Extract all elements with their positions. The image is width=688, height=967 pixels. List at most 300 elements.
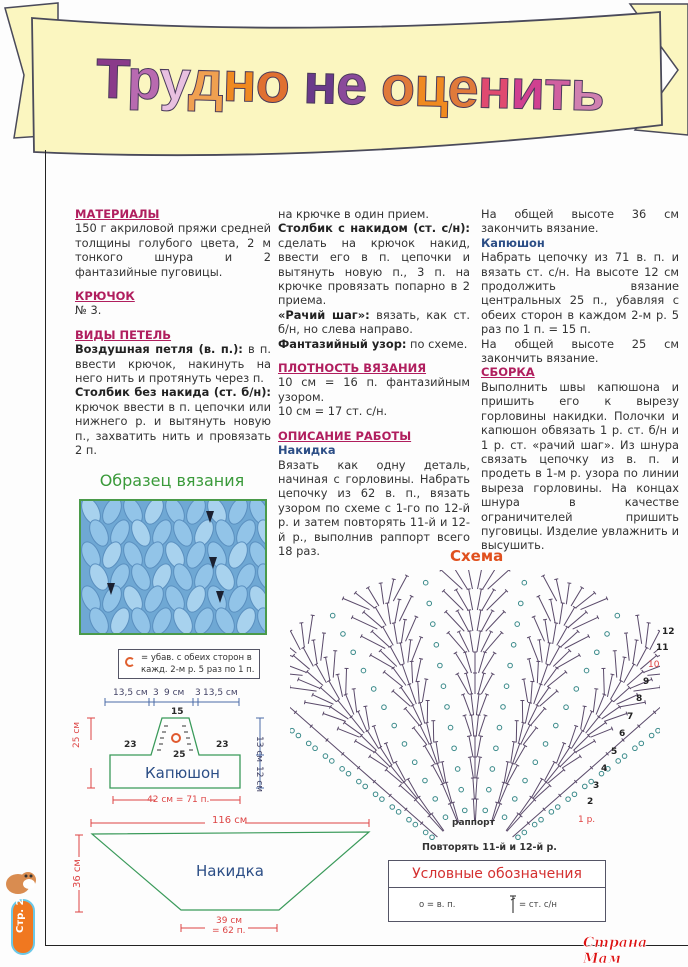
dc-stitch [456, 590, 468, 610]
dc-stitch-top [363, 706, 367, 707]
page-frame-left [45, 150, 46, 945]
chain-stitch [433, 797, 438, 802]
dc-stitch [477, 757, 480, 778]
dc-stitch [476, 778, 477, 799]
chain-stitch [615, 613, 620, 618]
dc-stitch-top [610, 674, 614, 675]
dc-stitch-top [645, 700, 646, 704]
sample-title: Образец вязания [75, 466, 269, 496]
dc-stitch-top [385, 603, 389, 604]
dc-stitch [290, 631, 300, 650]
dc-stitch [532, 779, 542, 797]
cape-height: 36 см [72, 859, 83, 888]
dc-stitch-top [546, 664, 550, 665]
hook-heading: КРЮЧОК [75, 289, 271, 303]
dc-stitch [557, 655, 580, 668]
dc-stitch [295, 712, 311, 726]
dc-stitch-top [561, 603, 565, 604]
dc-stitch [607, 674, 612, 696]
dc-stitch [441, 570, 462, 589]
dc-stitch [576, 768, 592, 782]
title-letter: т [543, 58, 571, 122]
dc-stitch [574, 736, 589, 751]
dc-stitch-top [468, 757, 472, 758]
dc-stitch-top [611, 727, 612, 731]
title-letter: д [188, 49, 224, 113]
dc-stitch [470, 757, 473, 778]
chain-stitch [582, 784, 587, 789]
knitting-sample [75, 466, 269, 634]
dc-stitch-top [549, 599, 553, 600]
hood-height-total: 25 см [72, 722, 82, 748]
dc-stitch [485, 633, 502, 653]
dc-stitch [381, 583, 384, 604]
chain-stitch [508, 663, 513, 668]
schema-row-number: 5 [611, 747, 617, 757]
dc-stitch-top [485, 694, 489, 695]
schema-row-number: 10 [648, 660, 659, 670]
chain-stitch [413, 822, 418, 827]
chain-stitch [313, 746, 318, 751]
dc-stitch [559, 603, 562, 624]
chain-stitch [430, 835, 435, 840]
dc-stitch [576, 741, 595, 752]
schema-row-number: 2 [587, 797, 593, 807]
page-frame-bottom [45, 945, 605, 946]
dc-stitch-top [337, 727, 338, 731]
dc-stitch-top [392, 623, 396, 624]
dc-stitch [627, 672, 643, 686]
chain-stitch [494, 746, 499, 751]
chain-stitch [595, 650, 600, 655]
dc-stitch-top [623, 657, 627, 658]
hood-width-center: 9 см [164, 688, 184, 698]
dc-stitch [355, 593, 374, 608]
chain-stitch [497, 725, 502, 730]
chain-stitch [633, 746, 638, 751]
chain-stitch [423, 830, 428, 835]
schema-title: Схема [450, 547, 503, 565]
dc-stitch [478, 570, 482, 589]
cape-text: Вязать как одну деталь, начиная с горловины. Набрать цепочку из 62 в. п., вязать узором по схеме с 1-го по 12-й р. и затем повторять 11-й и 12-й р., выполнив раппорт всего 18 раз. [278, 458, 470, 559]
chain-stitch [402, 742, 407, 747]
dc-stitch-top [323, 712, 324, 716]
dc-stitch [418, 682, 420, 704]
dc-stitch [560, 782, 576, 796]
legend-chain: о = в. п. [419, 900, 455, 910]
dc-stitch-top [461, 694, 465, 695]
chain-stitch [392, 723, 397, 728]
dc-stitch [405, 708, 419, 725]
dc-stitch [352, 617, 377, 629]
chain-stitch [549, 810, 554, 815]
chain-stitch-desc [75, 342, 271, 385]
sc-continued: на крючке в один прием. [278, 207, 470, 221]
sc-stitch-desc [75, 385, 271, 457]
dc-stitch-top [478, 757, 482, 758]
dc-stitch-top [651, 677, 653, 681]
schema-row-number: 11 [656, 643, 669, 653]
chain-stitch [523, 778, 528, 783]
dc-stitch [556, 579, 561, 603]
dc-stitch [446, 612, 464, 632]
hood-end-text: На общей высоте 25 см закончить вязание. [481, 337, 679, 366]
title-letter: р [126, 47, 160, 111]
dc-stitch [479, 694, 487, 715]
dc-stitch [365, 706, 369, 729]
dc-stitch [351, 717, 364, 733]
dc-stitch-top [635, 615, 639, 616]
stitches-heading: ВИДЫ ПЕТЕЛЬ [75, 328, 271, 342]
cape-top-width: 116 см [212, 815, 247, 826]
hood-width-right: 13,5 см [203, 688, 238, 698]
chain-stitch [407, 817, 412, 822]
chain-stitch [290, 728, 294, 733]
dc-stitch [513, 823, 529, 837]
dc-stitch [290, 673, 303, 676]
dc-stitch-top [419, 636, 423, 637]
dc-stitch [481, 632, 491, 653]
chain-stitch [340, 767, 345, 772]
hood-height-upper: 13 см [254, 736, 264, 762]
chain-stitch [543, 742, 548, 747]
dc-stitch-top [419, 658, 423, 659]
cape-name: Накидка [196, 862, 264, 880]
assembly-text: Выполнить швы капюшона и пришить его к вырезу горловины накидки. Полочки и капюшон обвязать 1 р. ст. б/н и 1 р. ст. «рачий шаг». Из шнура связать цепочку из в. п. и продеть в 1-м р. узора по линии выреза горловины. На концах шнура в качестве ограничителей пришить пуговицы. Изделие увлажнить и высушить. [481, 380, 679, 553]
chain-stitch [622, 754, 627, 759]
pattern-term: Фантазийный узор: [278, 337, 406, 351]
dc-stitch [469, 589, 473, 610]
chain-stitch [441, 684, 446, 689]
title-letter: е [335, 53, 367, 117]
dc-stitch-top [372, 725, 376, 726]
dc-stitch [471, 694, 474, 715]
dc-stitch-top [434, 741, 438, 742]
dc-stitch [422, 823, 438, 837]
dc-stitch [413, 705, 422, 724]
dc-stitch [388, 579, 393, 603]
hood-width-gap-right: 3 [195, 688, 201, 698]
dc-stitch [290, 687, 317, 691]
chain-stitch [382, 705, 387, 710]
chain-term: Воздушная петля (в. п.): [75, 342, 243, 356]
dc-stitch-top [506, 762, 510, 763]
chain-stitch [323, 754, 328, 759]
dc-stitch [547, 672, 566, 687]
dc-stitch [529, 637, 538, 661]
dc-stitch-top [352, 689, 356, 690]
dc-stitch-top [418, 702, 422, 703]
dc-stitch [455, 570, 468, 589]
chain-stitch [539, 817, 544, 822]
hood-width-left: 13,5 см [113, 688, 148, 698]
crab-text: вязать, как ст. б/н, но слева направо. [278, 308, 470, 336]
chain-stitch [363, 784, 368, 789]
chain-stitch [502, 815, 507, 820]
dc-stitch [633, 687, 660, 691]
dc-stitch [374, 726, 381, 747]
dc-stitch [573, 617, 598, 629]
dc-stitch-top [574, 725, 578, 726]
dc-stitch [343, 598, 370, 609]
dc-stitch [477, 631, 480, 652]
dc-stitch [333, 651, 335, 678]
dc-stitch-top [467, 736, 471, 737]
schema-row-number: 4 [601, 764, 607, 774]
chain-stitch [434, 642, 439, 647]
dc-stitch [358, 711, 367, 731]
dc-stitch [408, 779, 418, 797]
pattern-desc [278, 337, 470, 351]
chain-stitch [361, 668, 366, 673]
dc-stitch-top [554, 623, 558, 624]
dc-stitch-top [527, 658, 531, 659]
dc-stitch [506, 814, 518, 831]
dc-stitch [623, 726, 639, 740]
chain-stitch [656, 728, 660, 733]
dc-stitch [488, 570, 509, 589]
chain-stitch [486, 787, 491, 792]
chain-stitch [512, 797, 517, 802]
dc-stitch [308, 615, 312, 643]
title-letter: н [303, 52, 337, 116]
dc-stitch [293, 656, 309, 670]
dc-stitch-top [521, 722, 525, 723]
title-letter: н [477, 56, 511, 120]
dc-stitch-top [311, 640, 315, 641]
chain-stitch [490, 767, 495, 772]
dc-stitch [311, 726, 327, 740]
dc-stitch [646, 623, 649, 647]
dc-stitch [593, 689, 596, 713]
dc-stitch [534, 617, 545, 642]
dc-stitch [637, 615, 641, 643]
chain-stitch [371, 687, 376, 692]
dc-stitch [556, 743, 564, 763]
dc-stitch-top [635, 640, 639, 641]
dc-stitch [639, 712, 655, 726]
dc-stitch-top [527, 636, 531, 637]
dc-stitch [412, 661, 413, 683]
dc-stitch [290, 664, 306, 672]
dc-stitch [626, 633, 629, 661]
title-letter: ц [413, 55, 448, 119]
dc-stitch [531, 708, 545, 725]
repeat-note: Повторять 11-й и 12-й р. [422, 842, 557, 853]
chain-stitch [443, 815, 448, 820]
dc-stitch [591, 729, 613, 738]
chain-stitch [462, 808, 467, 813]
dc-stitch [361, 736, 376, 751]
chain-stitch [515, 622, 520, 627]
cape-bottom-st: = 62 п. [212, 926, 245, 936]
dc-stitch-top [583, 706, 587, 707]
dc-stitch [565, 636, 589, 648]
dc-stitch-desc [278, 221, 470, 307]
chain-stitch [564, 705, 569, 710]
dc-stitch [338, 729, 360, 738]
dc-stitch [432, 814, 444, 831]
legend-box [388, 860, 606, 922]
dc-stitch-top [324, 657, 328, 658]
dc-stitch [537, 661, 538, 683]
chain-stitch [423, 580, 428, 585]
dc-stitch [483, 570, 496, 589]
dc-stitch [429, 816, 443, 832]
decrease-icon [125, 657, 135, 667]
dc-stitch-top [424, 679, 428, 680]
materials-heading: МАТЕРИАЛЫ [75, 207, 271, 221]
dc-stitch-top [554, 579, 558, 580]
dc-stitch [408, 640, 411, 663]
hood-diagram [80, 680, 280, 805]
dc-stitch [344, 723, 362, 736]
dc-symbol-icon [510, 894, 516, 914]
chain-stitch [380, 797, 385, 802]
schema-row-number: 7 [627, 712, 633, 722]
dc-stitch-top [548, 643, 552, 644]
dc-stitch-top [398, 643, 402, 644]
dc-stitch [603, 668, 604, 694]
schema-row-number: 1 р. [578, 815, 595, 825]
dc-stitch [305, 702, 331, 707]
chain-stitch [430, 622, 435, 627]
dc-stitch-top [543, 619, 547, 620]
chain-stitch [605, 632, 610, 637]
dc-stitch [338, 674, 343, 696]
dc-stitch [354, 689, 357, 713]
dc-stitch [475, 799, 476, 820]
sample-photo [79, 499, 267, 635]
dc-stitch [386, 743, 394, 763]
dc-stitch [486, 612, 504, 632]
dc-stitch-top [484, 715, 488, 716]
schema-row-number: 6 [619, 729, 625, 739]
dc-stitch [473, 778, 474, 799]
dc-stitch [412, 637, 421, 661]
dc-stitch-top [304, 700, 305, 704]
gauge-text-2: 10 см = 17 ст. с/н. [278, 404, 470, 418]
chain-stitch [445, 705, 450, 710]
dc-stitch-top [336, 674, 340, 675]
chain-stitch [438, 663, 443, 668]
dc-stitch [416, 659, 421, 682]
hood-side-left: 23 [124, 740, 137, 750]
dc-stitch-top [562, 742, 566, 743]
cape-heading: Накидка [278, 443, 470, 457]
dc-stitch [473, 799, 474, 820]
chain-stitch [616, 759, 621, 764]
dc-stitch [581, 598, 608, 609]
dc-stitch-top [425, 722, 429, 723]
dc-stitch [620, 657, 624, 680]
dc-stitch [546, 643, 550, 664]
crab-stitch-desc [278, 308, 470, 337]
dc-stitch-top [512, 741, 516, 742]
dc-stitch-top [594, 689, 598, 690]
chain-stitch [330, 613, 335, 618]
column-3 [481, 207, 679, 553]
chain-stitch [518, 601, 523, 606]
chain-stitch [396, 810, 401, 815]
dc-stitch-top [479, 736, 483, 737]
dc-stitch [422, 679, 426, 702]
dc-stitch [524, 679, 528, 702]
dc-stitch [647, 673, 660, 676]
dc-stitch [544, 795, 560, 809]
cape-bottom-cm: 39 см [216, 916, 242, 926]
dc-stitch [528, 809, 544, 823]
materials-text: 150 г акриловой пряжи средней толщины голубого цвета, 2 м тонкого шнура и 2 фантазийные пуговицы. [75, 221, 271, 279]
dc-stitch [655, 698, 660, 712]
dc-stitch [469, 736, 473, 757]
dc-stitch [394, 623, 397, 644]
dc-stitch [443, 591, 463, 610]
dc-stitch [470, 631, 473, 652]
chain-stitch [639, 741, 644, 746]
dc-stitch-top [400, 664, 404, 665]
dc-stitch-top [384, 742, 388, 743]
dc-stitch [301, 623, 304, 647]
dc-stitch [553, 623, 556, 644]
rapport-label: раппорт [452, 818, 495, 828]
dc-stitch [359, 768, 375, 782]
chain-stitch [448, 725, 453, 730]
dc-stitch [400, 643, 404, 664]
hook-text: № 3. [75, 303, 271, 317]
chain-stitch [296, 733, 301, 738]
work-heading: ОПИСАНИЕ РАБОТЫ [278, 429, 470, 443]
dc-stitch [368, 588, 379, 606]
chain-stitch [516, 835, 521, 840]
dc-stitch [481, 611, 492, 631]
chain-stitch [390, 805, 395, 810]
schema-row-number: 3 [593, 781, 599, 791]
decrease-note [118, 649, 260, 679]
dc-stitch-top [297, 677, 299, 681]
chain-stitch [346, 771, 351, 776]
dc-stitch [479, 715, 486, 736]
legend-dc: = ст. с/н [519, 900, 557, 910]
chain-stitch [341, 632, 346, 637]
dc-stitch [298, 679, 320, 688]
dc-stitch [525, 703, 530, 724]
chain-stitch [306, 741, 311, 746]
dc-stitch [566, 583, 569, 604]
dc-stitch [448, 633, 465, 653]
dc-stitch [531, 682, 533, 704]
dc-stitch-top [403, 619, 407, 620]
dc-stitch [406, 809, 422, 823]
gauge-heading: ПЛОТНОСТЬ ВЯЗАНИЯ [278, 361, 470, 375]
hood-top-count: 15 [171, 707, 184, 717]
chain-stitch [483, 808, 488, 813]
dc-stitch [476, 694, 479, 715]
column-1 [75, 207, 271, 458]
dc-stitch [472, 715, 474, 736]
sc-text: крючок ввести в п. цепочки или нижнего р. и вытянуть новую п., захватить нить и провязать 2 п. [75, 400, 271, 457]
gauge-text-1: 10 см = 16 п. фантазийным узором. [278, 375, 470, 404]
dc-stitch [327, 740, 343, 754]
crab-term: «Рачий шаг»: [278, 308, 370, 322]
dc-stitch [459, 632, 469, 653]
title-letter: и [510, 57, 545, 121]
pattern-text: по схеме. [406, 337, 467, 351]
chain-stitch [566, 797, 571, 802]
chain-stitch [574, 687, 579, 692]
dc-stitch [468, 570, 472, 589]
chain-text: в п. ввести крючок, накинуть на него нить и протянуть через п. [75, 342, 271, 385]
